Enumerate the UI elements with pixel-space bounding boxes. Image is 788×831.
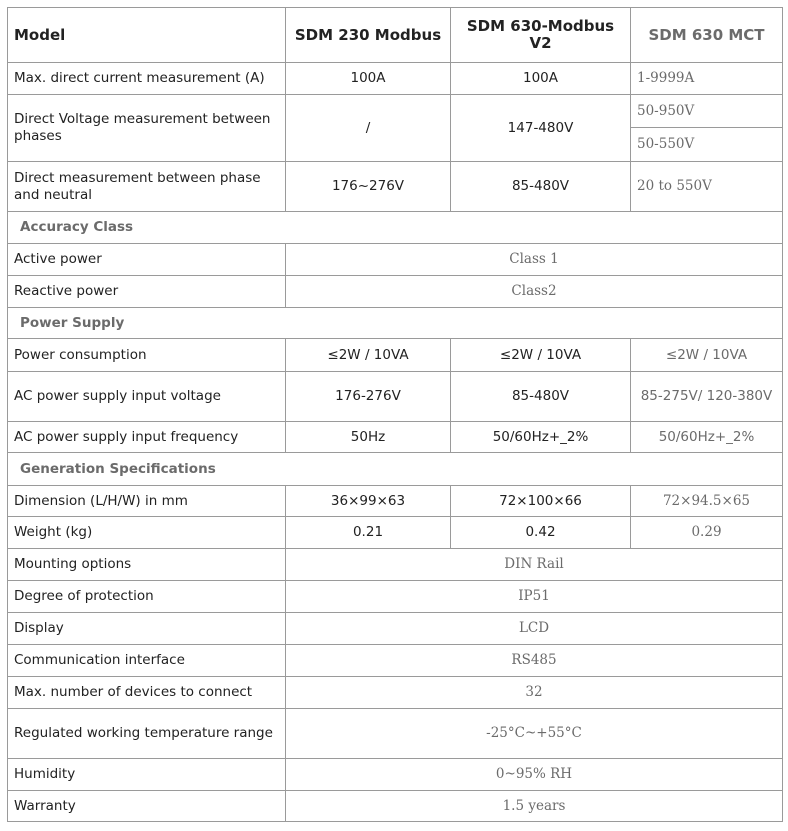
cell-value: IP51: [286, 581, 783, 613]
cell-value: 20 to 550V: [631, 162, 783, 212]
cell-value: 0.42: [451, 517, 631, 549]
sdm630-v2-header: SDM 630-Modbus V2: [451, 8, 631, 63]
table-row: [8, 63, 783, 95]
table-row: [8, 244, 783, 276]
row-label: Max. number of devices to connect: [8, 677, 286, 709]
table-row: [8, 645, 783, 677]
section-heading: Accuracy Class: [8, 212, 783, 244]
cell-value: 50/60Hz+_2%: [451, 422, 631, 453]
cell-value: DIN Rail: [286, 549, 783, 581]
sdm230-header: SDM 230 Modbus: [286, 8, 451, 63]
cell-value: 0~95% RH: [286, 759, 783, 791]
table-row: [8, 613, 783, 645]
cell-value: 176~276V: [286, 162, 451, 212]
row-label: Humidity: [8, 759, 286, 791]
table-row: [8, 372, 783, 422]
row-label: Power consumption: [8, 339, 286, 372]
cell-value: 50Hz: [286, 422, 451, 453]
table-row: [8, 791, 783, 822]
header-row: [8, 8, 783, 63]
table-row: [8, 759, 783, 791]
cell-value: 85-275V/ 120-380V: [631, 372, 783, 422]
table-row: [8, 677, 783, 709]
cell-value: 0.29: [631, 517, 783, 549]
cell-value: -25°C~+55°C: [286, 709, 783, 759]
row-label: Regulated working temperature range: [8, 709, 286, 759]
row-label: Direct measurement between phase and neutral: [8, 162, 286, 212]
table-row: [8, 486, 783, 517]
table-row: [8, 95, 783, 128]
cell-value: 72×94.5×65: [631, 486, 783, 517]
section-heading: Power Supply: [8, 308, 783, 339]
sdm630-mct-header: SDM 630 MCT: [631, 8, 783, 63]
table-row: [8, 276, 783, 308]
row-label: Dimension (L/H/W) in mm: [8, 486, 286, 517]
row-label: Degree of protection: [8, 581, 286, 613]
row-label: Max. direct current measurement (A): [8, 63, 286, 95]
cell-value: 72×100×66: [451, 486, 631, 517]
table-row: [8, 581, 783, 613]
row-label: AC power supply input voltage: [8, 372, 286, 422]
table-row: [8, 517, 783, 549]
cell-value: LCD: [286, 613, 783, 645]
cell-value: RS485: [286, 645, 783, 677]
cell-value: 50/60Hz+_2%: [631, 422, 783, 453]
row-label: AC power supply input frequency: [8, 422, 286, 453]
model-header: Model: [8, 8, 286, 63]
cell-value: ≤2W / 10VA: [286, 339, 451, 372]
cell-value: 1.5 years: [286, 791, 783, 822]
section-heading: Generation Specifications: [8, 453, 783, 486]
table-row: [8, 422, 783, 453]
table-row: [8, 339, 783, 372]
row-label: Active power: [8, 244, 286, 276]
cell-value: 32: [286, 677, 783, 709]
cell-value: 1-9999A: [631, 63, 783, 95]
table-row: [8, 162, 783, 212]
row-label: Reactive power: [8, 276, 286, 308]
cell-value: 100A: [451, 63, 631, 95]
spec-comparison-table: [7, 7, 783, 822]
table-row: [8, 549, 783, 581]
cell-value: Class 1: [286, 244, 783, 276]
cell-value: 100A: [286, 63, 451, 95]
row-label: Mounting options: [8, 549, 286, 581]
cell-value: 36×99×63: [286, 486, 451, 517]
row-label: Weight (kg): [8, 517, 286, 549]
row-label: Communication interface: [8, 645, 286, 677]
cell-value: 85-480V: [451, 372, 631, 422]
cell-value: ≤2W / 10VA: [631, 339, 783, 372]
cell-value: ≤2W / 10VA: [451, 339, 631, 372]
cell-value: 85-480V: [451, 162, 631, 212]
table-row: [8, 709, 783, 759]
section-row: [8, 308, 783, 339]
row-label: Display: [8, 613, 286, 645]
section-row: [8, 453, 783, 486]
row-label: Warranty: [8, 791, 286, 822]
cell-value: 50-550V: [631, 128, 783, 162]
cell-value: /: [286, 95, 451, 162]
cell-value: Class2: [286, 276, 783, 308]
row-label: Direct Voltage measurement between phases: [8, 95, 286, 162]
cell-value: 147-480V: [451, 95, 631, 162]
cell-value: 50-950V: [631, 95, 783, 128]
section-row: [8, 212, 783, 244]
cell-value: 176-276V: [286, 372, 451, 422]
cell-value: 0.21: [286, 517, 451, 549]
